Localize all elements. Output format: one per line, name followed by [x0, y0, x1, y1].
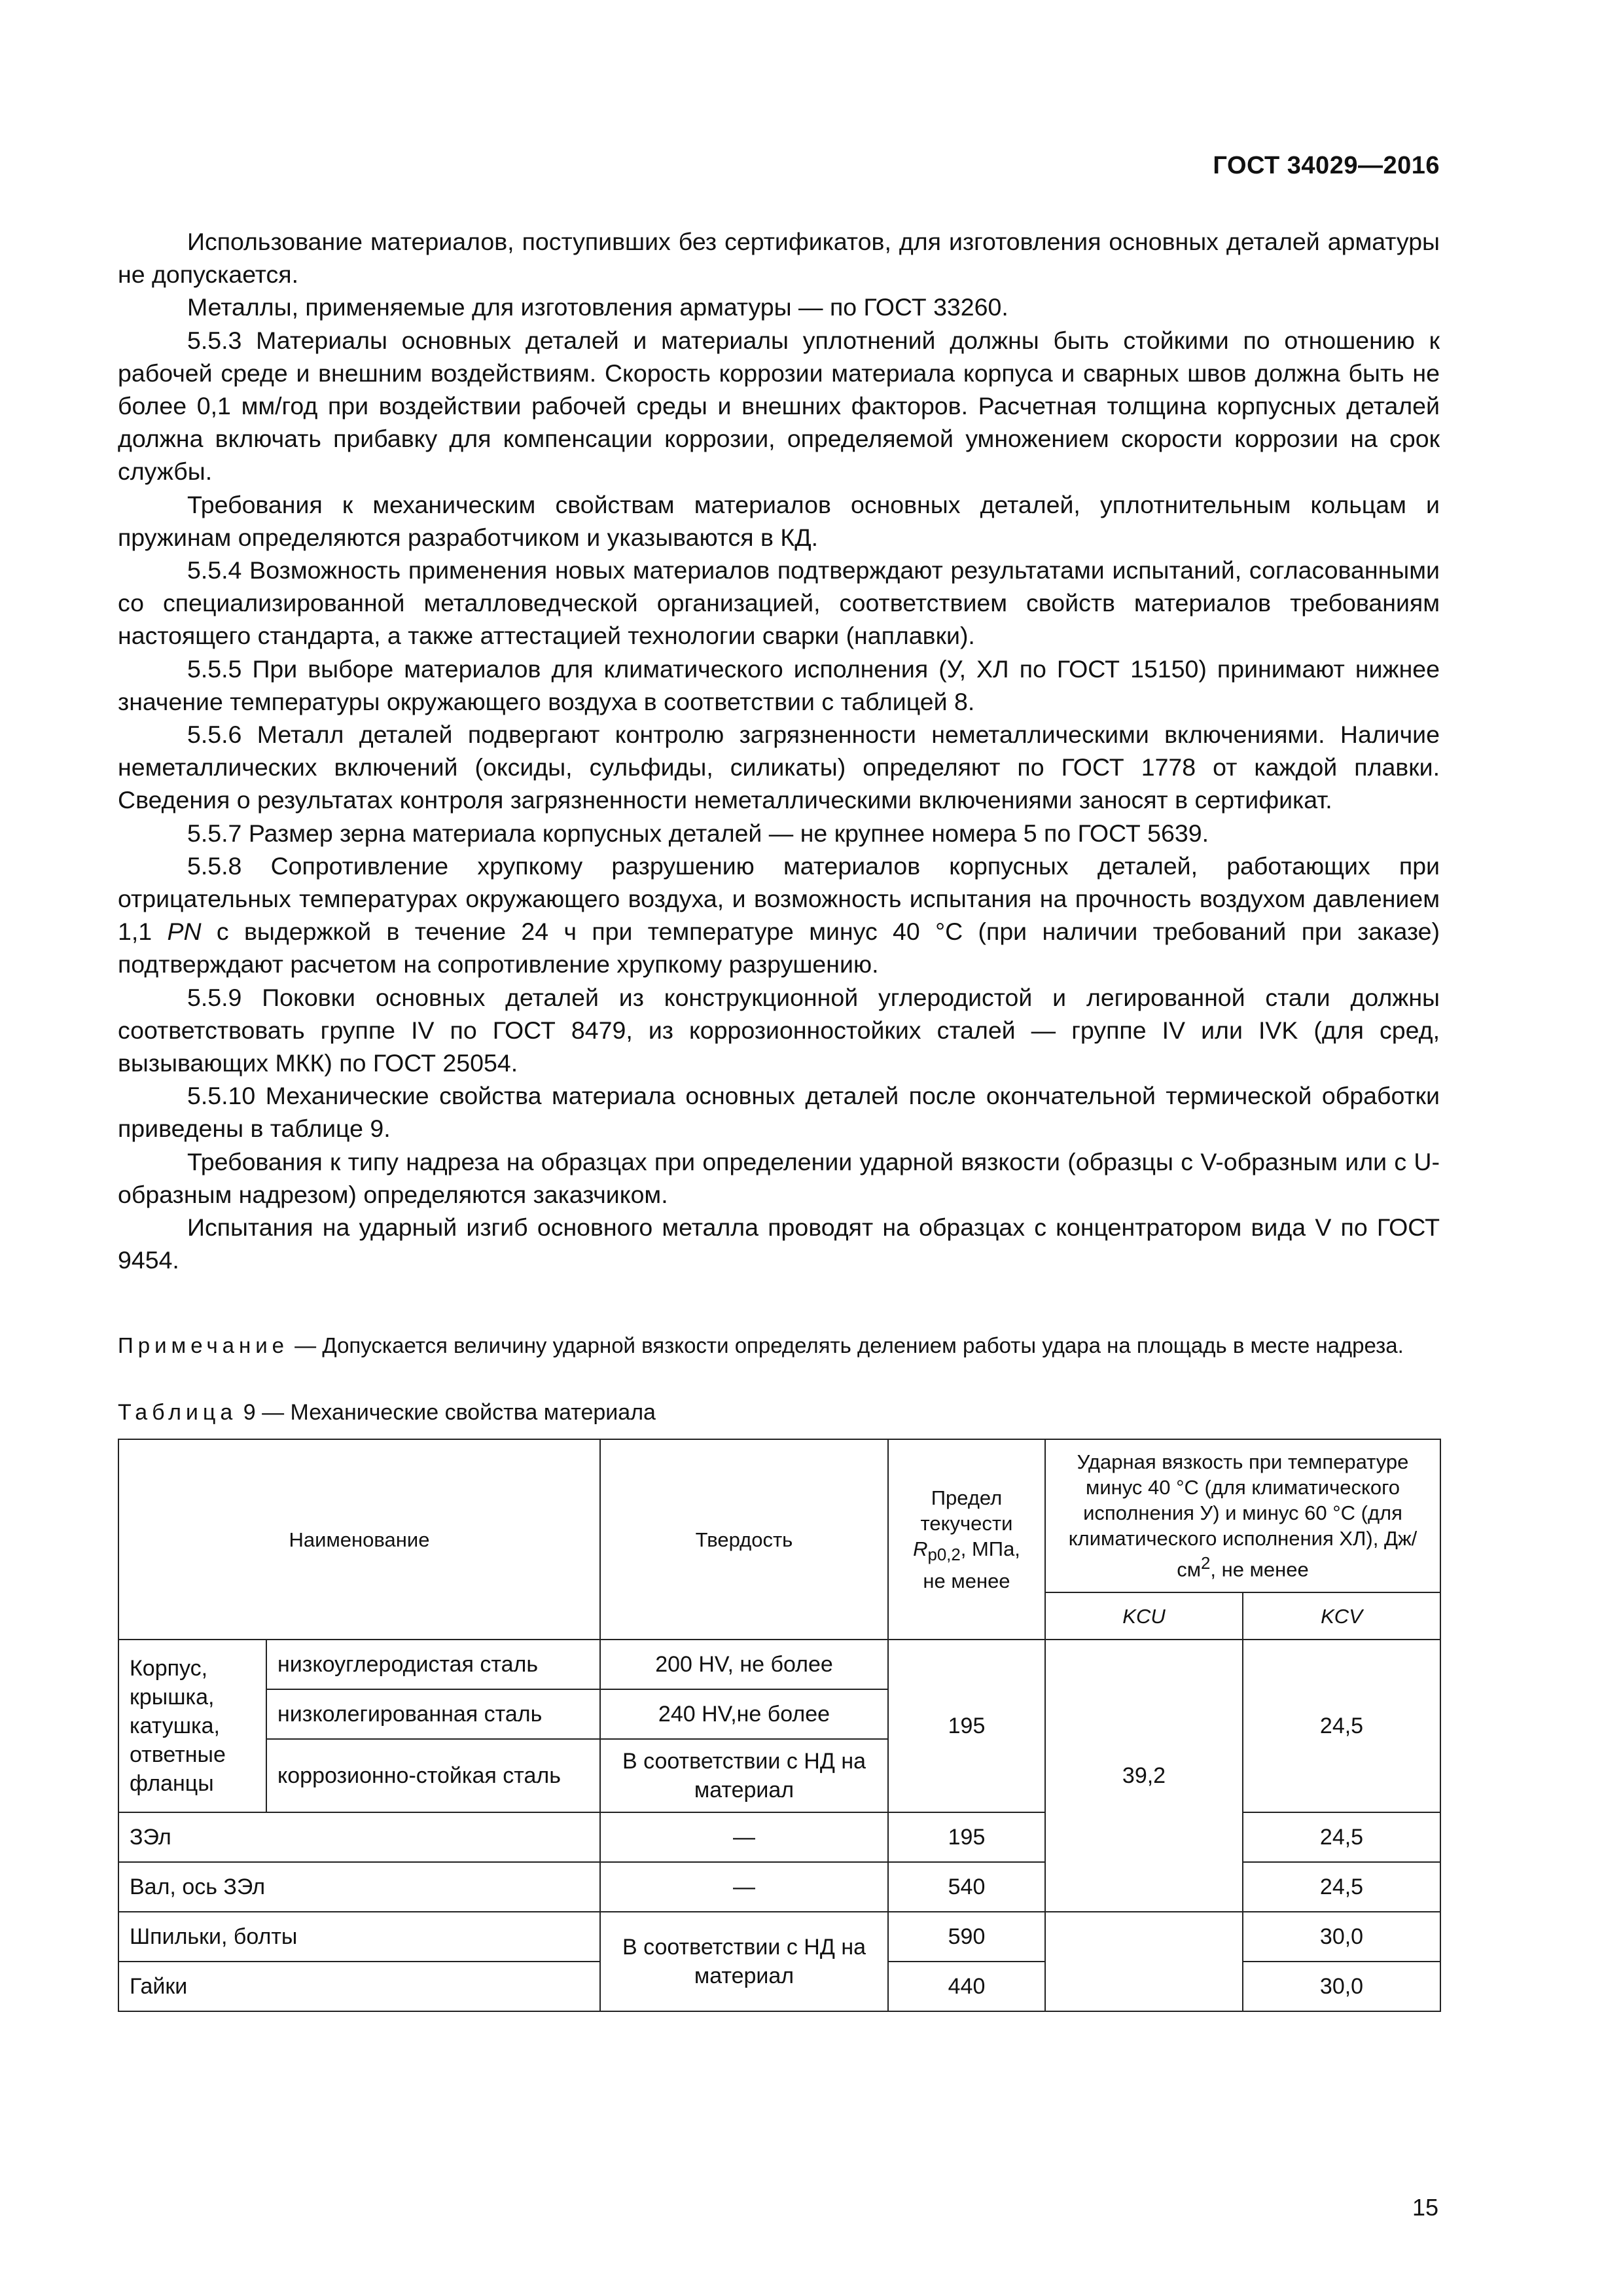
paragraph: 5.5.5 При выборе материалов для климатического исполнения (У, ХЛ по ГОСТ 15150) принимают нижнее значение температуры окружающего воздуха в соответствии с таблицей 8.	[118, 655, 1440, 715]
hardness-cell: 200 HV, не более	[600, 1640, 888, 1689]
header-yield-symbol: R	[913, 1537, 928, 1560]
paragraph: 5.5.9 Поковки основных деталей из конструкционной углеродистой и легированной стали должны соответствовать группе IV по ГОСТ 8479, из коррозионностойких сталей — группе IV или IVK (для сред, вызывающих МКК) по ГОСТ 25054.	[118, 983, 1440, 1077]
header-yield-text: Предел текучести	[920, 1486, 1013, 1535]
hardness-cell: В соответствии с НД на материал	[600, 1912, 888, 2011]
paragraph: Требования к механическим свойствам материалов основных деталей, уплотнительным кольцам и пружинам определяются разработчиком и указываются в КД.	[118, 490, 1440, 551]
header-yield-subscript: p0,2	[927, 1546, 961, 1565]
kcv-cell: 24,5	[1243, 1812, 1440, 1862]
page-number: 15	[1412, 2194, 1438, 2221]
kcv-cell: 30,0	[1243, 1912, 1440, 1962]
hardness-cell: —	[600, 1862, 888, 1912]
note-text: — Допускается величину ударной вязкости определять делением работы удара на площадь в месте надреза.	[289, 1333, 1404, 1357]
kcu-cell-empty	[1045, 1912, 1243, 2011]
hardness-cell: 240 HV,не более	[600, 1689, 888, 1739]
header-yield-text: , МПа, не менее	[923, 1537, 1020, 1593]
hardness-cell: —	[600, 1812, 888, 1862]
paragraph: 5.5.7 Размер зерна материала корпусных деталей — не крупнее номера 5 по ГОСТ 5639.	[187, 819, 1209, 847]
table-caption-text: 9 — Механические свойства материала	[237, 1400, 656, 1425]
group-name-cell: Корпус, крышка, катушка, ответные фланцы	[118, 1640, 266, 1812]
yield-cell: 195	[888, 1640, 1045, 1812]
yield-cell: 440	[888, 1962, 1045, 2011]
kcv-cell: 24,5	[1243, 1862, 1440, 1912]
hardness-cell: В соответствии с НД на материал	[600, 1739, 888, 1812]
material-cell: коррозионно-стойкая сталь	[266, 1739, 600, 1812]
header-name: Наименование	[118, 1439, 600, 1640]
paragraph: 5.5.4 Возможность применения новых материалов подтверждают результатами испытаний, согласованными со специализированной металловедческой организацией, соответствием свойств материалов требованиям настоящего стандарта, а также аттестацией технологии сварки (наплавки).	[118, 556, 1440, 650]
name-cell: Вал, ось ЗЭл	[118, 1862, 600, 1912]
yield-cell: 195	[888, 1812, 1045, 1862]
material-cell: низкоуглеродистая сталь	[266, 1640, 600, 1689]
header-impact-superscript: 2	[1201, 1554, 1211, 1573]
paragraph: Использование материалов, поступивших без сертификатов, для изготовления основных деталей арматуры не допускается.	[118, 228, 1440, 289]
paragraph: 5.5.3 Материалы основных деталей и материалы уплотнений должны быть стойкими по отношению к рабочей среде и внешним воздействиям. Скорость коррозии материала корпуса и сварных швов должна быть не более 0,1 мм/год при воздействии рабочей среды и внешних факторов. Расчетная толщина корпусных деталей должна включать прибавку для компенсации коррозии, определяемой умножением скорости коррозии на срок службы.	[118, 326, 1440, 486]
kcv-cell: 24,5	[1243, 1640, 1440, 1812]
note	[118, 1330, 1440, 1361]
table-caption	[118, 1397, 656, 1428]
paragraph-558-part: с выдержкой в течение 24 ч при температуре минус 40 °С (при наличии требований при заказе) подтверждают расчетом на сопротивление хрупкому разрушению.	[118, 918, 1440, 978]
paragraph: 5.5.10 Механические свойства материала основных деталей после окончательной термической обработки приведены в таблице 9.	[118, 1082, 1440, 1143]
paragraph-558	[118, 850, 1440, 981]
pn-symbol: PN	[167, 918, 202, 946]
header-impact-text: Ударная вязкость при температуре минус 40 °С (для климатического исполнения У) и минус 60 °С (для климатического исполнения ХЛ), Дж/см	[1068, 1450, 1418, 1581]
paragraph: Требования к типу надреза на образцах при определении ударной вязкости (образцы с V-образным или с U-образным надрезом) определяются заказчиком.	[118, 1147, 1440, 1208]
name-cell: Шпильки, болты	[118, 1912, 600, 1962]
header-kcv: KCV	[1243, 1592, 1440, 1640]
paragraph: Металлы, применяемые для изготовления арматуры — по ГОСТ 33260.	[187, 293, 1008, 321]
header-impact-text: , не менее	[1210, 1558, 1309, 1581]
table-9	[118, 1439, 1441, 2012]
body-text	[118, 225, 1440, 1277]
kcv-cell: 30,0	[1243, 1962, 1440, 2011]
paragraph: 5.5.6 Металл деталей подвергают контролю загрязненности неметаллическими включениями. Наличие неметаллических включений (оксиды, сульфиды, силикаты) определяют по ГОСТ 1778 от каждой плавки. Сведения о результатах контроля загрязненности неметаллическими включениями заносят в сертификат.	[118, 721, 1440, 814]
header-kcu: KCU	[1045, 1592, 1243, 1640]
table-caption-label: Таблица	[118, 1400, 238, 1425]
paragraph-558-part: 5.5.8 Сопротивление хрупкому разрушению материалов корпусных деталей, работающих при отрицательных температурах окружающего воздуха, и возможность испытания на прочность воздухом давлением 1,1	[118, 852, 1440, 946]
name-cell: Гайки	[118, 1962, 600, 2011]
yield-cell: 590	[888, 1912, 1045, 1962]
name-cell: ЗЭл	[118, 1812, 600, 1862]
note-label: Примечание	[118, 1333, 289, 1357]
yield-cell: 540	[888, 1862, 1045, 1912]
kcu-cell: 39,2	[1045, 1640, 1243, 1912]
material-cell: низколегированная сталь	[266, 1689, 600, 1739]
header-yield-strength	[888, 1439, 1045, 1640]
header-impact-strength	[1045, 1439, 1440, 1592]
document-header: ГОСТ 34029—2016	[1213, 152, 1440, 179]
paragraph: Испытания на ударный изгиб основного металла проводят на образцах с концентратором вида V по ГОСТ 9454.	[118, 1213, 1440, 1274]
header-hardness: Твердость	[600, 1439, 888, 1640]
